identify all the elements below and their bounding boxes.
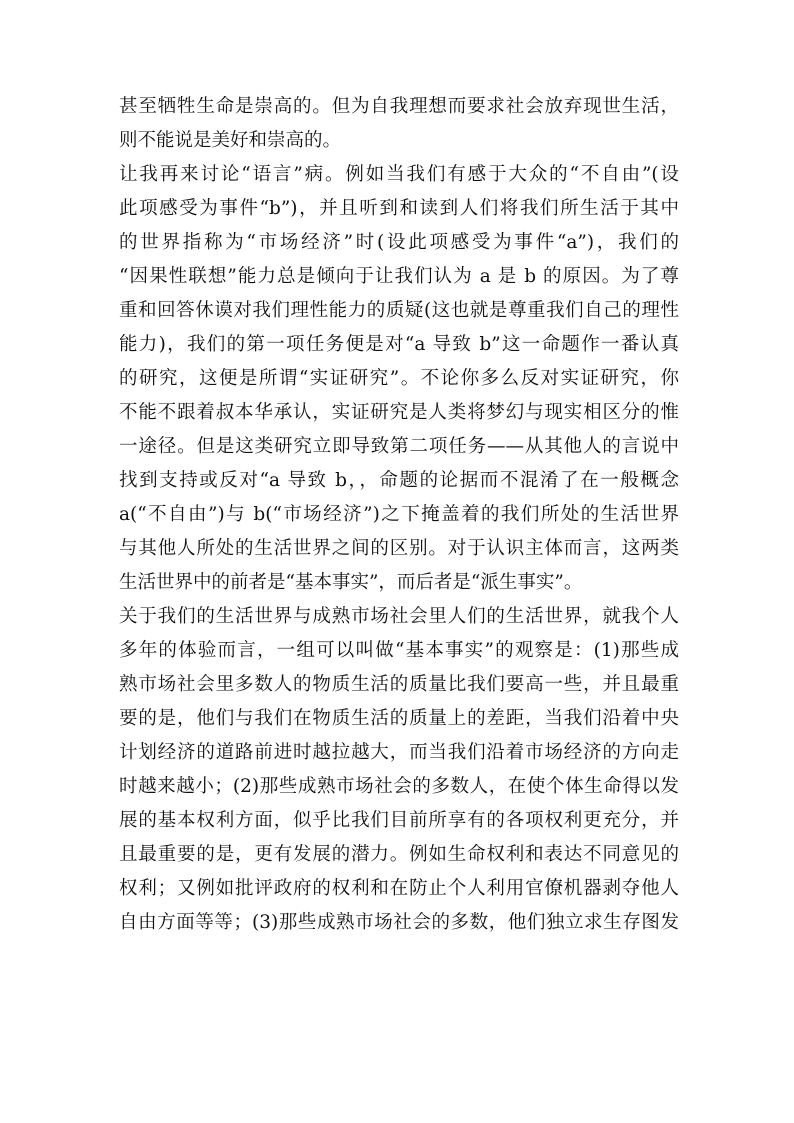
text-line: 的世界指称为“市场经济”时(设此项感受为事件“a”)，我们的	[119, 232, 679, 253]
text-line: 自由方面等等；(3)那些成熟市场社会的多数，他们独立求生存图发	[119, 912, 679, 933]
text-line: 一途径。但是这类研究立即导致第二项任务——从其他人的言说中	[119, 436, 679, 457]
document-page	[119, 90, 679, 940]
text-line: 的研究，这便是所谓“实证研究”。不论你多么反对实证研究，你	[119, 368, 679, 389]
paragraph-3	[119, 600, 679, 940]
text-line: 找到支持或反对“a 导致 b，，命题的论据而不混淆了在一般概念	[119, 470, 679, 491]
text-line: 多年的体验而言，一组可以叫做“基本事实”的观察是：(1)那些成	[119, 640, 679, 661]
text-line: “因果性联想”能力总是倾向于让我们认为 a 是 b 的原因。为了尊	[119, 266, 679, 287]
text-line: 熟市场社会里多数人的物质生活的质量比我们要高一些，并且最重	[119, 674, 679, 695]
text-line: 生活世界中的前者是“基本事实”，而后者是“派生事实”。	[119, 572, 583, 593]
text-line: 要的是，他们与我们在物质生活的质量上的差距，当我们沿着中央	[119, 708, 679, 729]
text-line: 甚至牺牲生命是崇高的。但为自我理想而要求社会放弃现世生活，	[119, 96, 679, 117]
text-line: 则不能说是美好和崇高的。	[119, 130, 342, 151]
paragraph-2	[119, 158, 679, 600]
text-line: 能力)，我们的第一项任务便是对“a 导致 b”这一命题作一番认真	[119, 334, 679, 355]
text-line: 让我再来讨论“语言”病。例如当我们有感于大众的“不自由”(设	[119, 164, 679, 185]
text-line: 且最重要的是，更有发展的潜力。例如生命权利和表达不同意见的	[119, 844, 679, 865]
text-line: 展的基本权利方面，似乎比我们目前所享有的各项权利更充分，并	[119, 810, 679, 831]
text-line: 关于我们的生活世界与成熟市场社会里人们的生活世界，就我个人	[119, 606, 679, 627]
text-line: 重和回答休谟对我们理性能力的质疑(这也就是尊重我们自己的理性	[119, 300, 679, 321]
text-line: 时越来越小；(2)那些成熟市场社会的多数人，在使个体生命得以发	[119, 776, 679, 797]
text-line: 与其他人所处的生活世界之间的区别。对于认识主体而言，这两类	[119, 538, 679, 559]
text-line: 计划经济的道路前进时越拉越大，而当我们沿着市场经济的方向走	[119, 742, 679, 763]
text-line: 权利；又例如批评政府的权利和在防止个人利用官僚机器剥夺他人	[119, 878, 679, 899]
text-line: a(“不自由”)与 b(“市场经济”)之下掩盖着的我们所处的生活世界	[119, 504, 679, 525]
text-line: 不能不跟着叔本华承认，实证研究是人类将梦幻与现实相区分的惟	[119, 402, 679, 423]
text-line: 此项感受为事件“b”)，并且听到和读到人们将我们所生活于其中	[119, 198, 679, 219]
paragraph-1	[119, 90, 679, 158]
